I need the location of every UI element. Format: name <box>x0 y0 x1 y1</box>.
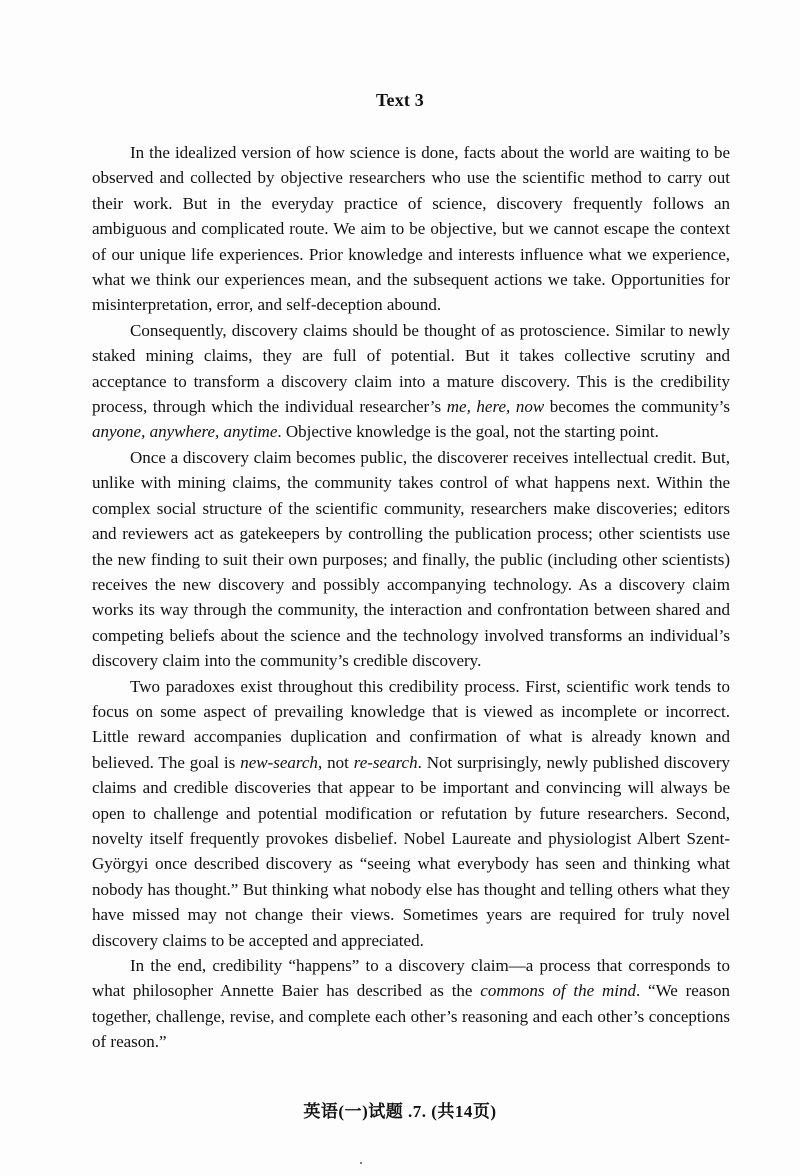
text-run: . Not surprisingly, newly published discovery claims and credible discoveries that appear to be important and convincing will always be open to challenge and potential modification or refutation by future researchers. Second, novelty itself frequently provokes disbelief. Nobel Laureate and physiologist Albert Szent-Györgyi once described discovery as “seeing what everybody has seen and thinking what nobody has thought.” But thinking what nobody else has thought and telling others what they have missed may not change their views. Sometimes years are required for truly novel discovery claims to be accepted and appreciated. <box>92 752 730 950</box>
text-run: . Objective knowledge is the goal, not the starting point. <box>277 422 659 442</box>
text-run: Consequently, discovery claims should be thought of as protoscience. Similar to newly staked mining claims, they are full of potential. But it takes collective scrutiny and acceptance to transform a discovery claim into a mature discovery. This is the credibility process, through which the individual researcher’s <box>92 320 730 417</box>
italic-phrase: me, here, now <box>446 397 545 417</box>
section-title: Text 3 <box>375 90 425 110</box>
text-run: , not <box>317 752 354 772</box>
paragraph-3 <box>92 445 730 674</box>
scan-speck <box>360 1162 362 1164</box>
italic-phrase: new-search <box>240 752 318 772</box>
paragraph-1 <box>92 140 730 318</box>
italic-phrase: commons of the mind <box>480 981 636 1001</box>
italic-phrase: re-search <box>353 752 418 772</box>
text-run: In the end, credibility “happens” to a discovery claim—a process that corresponds to what philosopher Annette Baier has described as the <box>92 956 730 1001</box>
italic-phrase: anyone, anywhere, anytime <box>92 422 278 442</box>
passage-body <box>92 140 730 1055</box>
text-run: Two paradoxes exist throughout this credibility process. First, scientific work tends to focus on some aspect of prevailing knowledge that is viewed as incomplete or incorrect. Little reward accompanies duplication and confirmation of what is already known and believed. The goal is <box>92 676 730 772</box>
text-run: becomes the community’s <box>544 397 730 417</box>
text-run: . “We reason together, challenge, revise, and complete each other’s reasoning and each other’s conceptions of reason.” <box>92 981 730 1052</box>
text-run: Once a discovery claim becomes public, the discoverer receives intellectual credit. But, unlike with mining claims, the community takes control of what happens next. Within the complex social structure of the scientific community, researchers make discoveries; editors and reviewers act as gatekeepers by controlling the publication process; other scientists use the new finding to suit their own purposes; and finally, the public (including other scientists) receives the new discovery and possibly accompanying technology. As a discovery claim works its way through the community, the interaction and confrontation between shared and competing beliefs about the science and the technology involved transforms an individual’s discovery claim into the community’s credible discovery. <box>92 447 730 671</box>
paragraph-5 <box>92 953 730 1055</box>
paragraph-2 <box>92 318 730 445</box>
page-footer: 英语(一)试题 .7. (共14页) <box>303 1102 497 1121</box>
paragraph-4 <box>92 674 730 953</box>
text-run: In the idealized version of how science is done, facts about the world are waiting to be observed and collected by objective researchers who use the scientific method to carry out their work. But in the everyday practice of science, discovery frequently follows an ambiguous and complicated route. We aim to be objective, but we cannot escape the context of our unique life experiences. Prior knowledge and interests influence what we experience, what we think our experiences mean, and the subsequent actions we take. Opportunities for misinterpretation, error, and self-deception abound. <box>92 143 730 315</box>
